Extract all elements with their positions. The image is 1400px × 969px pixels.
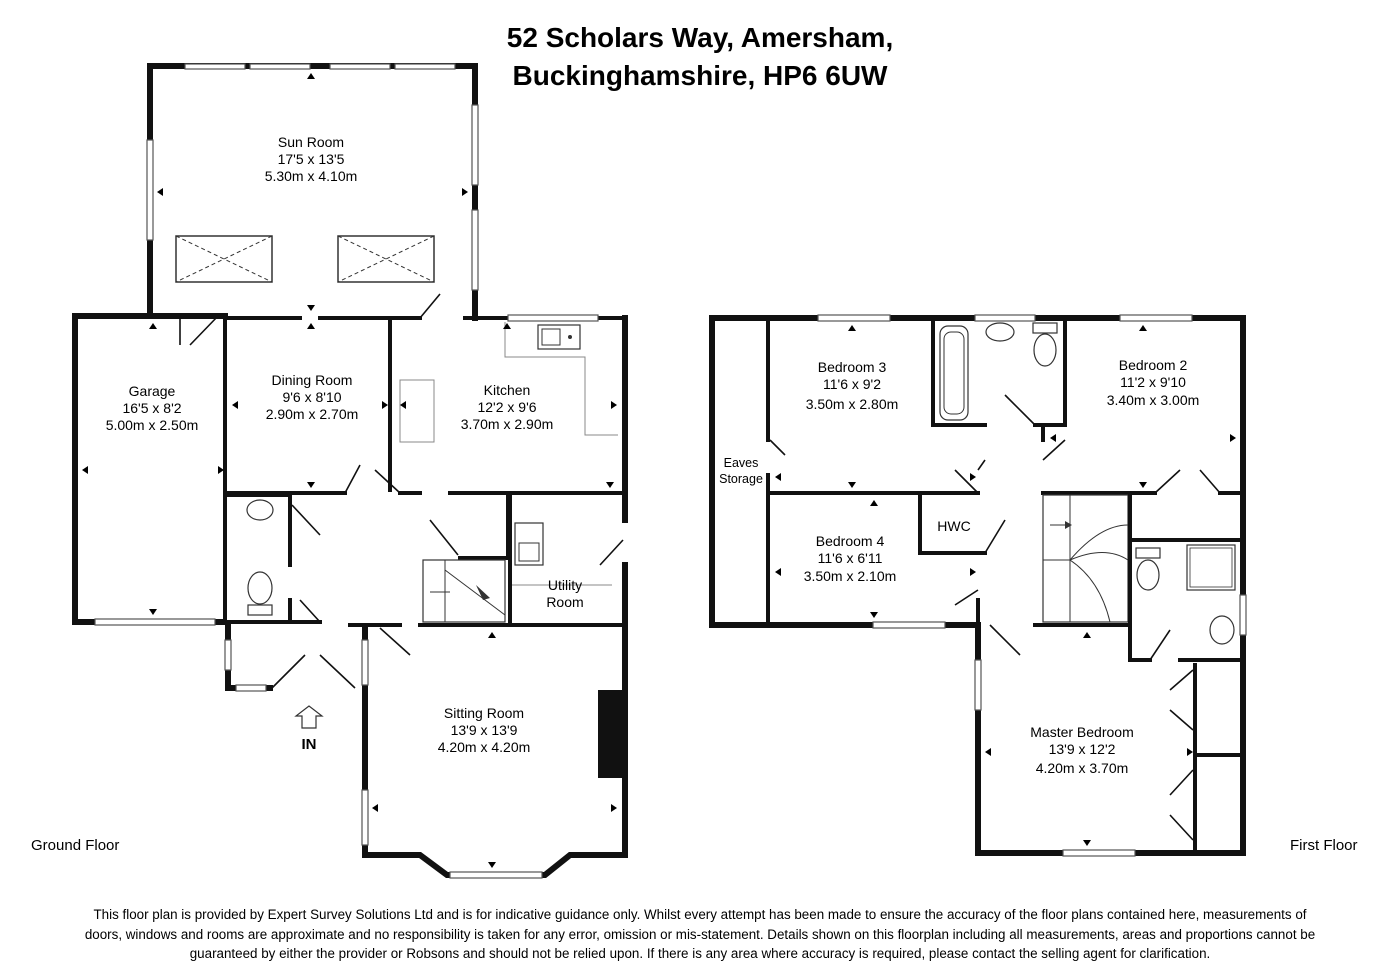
door: [430, 520, 458, 555]
property-address-line1: 52 Scholars Way, Amersham,: [506, 22, 894, 53]
room-bedroom-2: [1107, 357, 1200, 408]
wardrobe-door: [1170, 770, 1193, 840]
window: [1120, 315, 1192, 321]
property-address-line2: Buckinghamshire, HP6 6UW: [512, 60, 888, 91]
ground-floor-label: Ground Floor: [31, 837, 120, 854]
basin-icon: [247, 500, 273, 520]
room-size-imperial: 11'2 x 9'10: [1120, 374, 1186, 390]
fireplace: [598, 690, 622, 778]
window: [873, 622, 945, 628]
room-name: Sitting Room: [443, 705, 525, 721]
room-master-bedroom: [1030, 724, 1133, 776]
window: [395, 64, 455, 69]
room-garage: [106, 383, 199, 433]
shower-icon: [1187, 545, 1235, 590]
entrance-arrow-icon: [296, 706, 322, 728]
first-floor-plan: [712, 315, 1246, 856]
room-name: Bedroom 3: [817, 359, 887, 375]
room-size-metric: 4.20m x 3.70m: [1035, 760, 1129, 776]
room-kitchen: [461, 382, 554, 432]
window: [1063, 850, 1135, 856]
door: [955, 590, 978, 605]
door: [292, 505, 320, 535]
skylight: [176, 236, 272, 282]
door: [600, 540, 623, 565]
room-sitting-room: [438, 705, 531, 755]
window: [330, 64, 390, 69]
room-bedroom-4: [804, 533, 897, 584]
disclaimer-line: guaranteed by either the provider or Robsons and should not be relied upon. If there is any area where accuracy is required, please contact the selling agent for clarification.: [189, 946, 1211, 961]
room-bedroom-3: [806, 359, 899, 412]
window: [975, 315, 1035, 321]
room-size-imperial: 16'5 x 8'2: [122, 400, 182, 416]
room-size-metric: 3.40m x 3.00m: [1106, 392, 1200, 408]
front-door: [272, 655, 355, 688]
door: [420, 294, 440, 318]
room-hwc: HWC: [937, 518, 971, 534]
door: [770, 440, 785, 455]
window: [975, 660, 981, 710]
room-size-imperial: 17'5 x 13'5: [277, 151, 345, 167]
toilet-icon: [248, 572, 272, 615]
toilet-icon: [1033, 323, 1057, 366]
room-eaves-storage: [719, 456, 763, 486]
staircase: [423, 560, 505, 622]
door: [380, 628, 410, 655]
door: [1043, 440, 1065, 460]
bath-icon: [940, 326, 968, 420]
window: [362, 790, 368, 845]
room-size-metric: 3.50m x 2.80m: [805, 396, 899, 412]
wall: [460, 493, 508, 558]
door: [1155, 470, 1220, 493]
room-name: Dining Room: [271, 372, 353, 388]
toilet-icon: [1136, 548, 1160, 590]
garage-walls: [75, 316, 225, 622]
room-name-line1: Eaves: [723, 456, 759, 470]
door: [1005, 395, 1035, 425]
room-size-imperial: 9'6 x 8'10: [282, 389, 342, 405]
window: [362, 640, 368, 685]
garage-door: [95, 619, 215, 625]
window: [472, 210, 478, 290]
room-dining-room: [266, 372, 359, 422]
basin-icon: [1210, 616, 1234, 644]
room-size-metric: 2.90m x 2.70m: [265, 406, 359, 422]
room-size-imperial: 11'6 x 6'11: [817, 550, 883, 566]
door: [190, 316, 218, 345]
kitchen-sink-icon: [538, 325, 580, 349]
dimension-markers: [82, 73, 617, 868]
room-size-metric: 3.70m x 2.90m: [460, 416, 554, 432]
room-name: Garage: [128, 383, 176, 399]
entrance-label: IN: [301, 736, 317, 753]
wall: [933, 320, 985, 425]
staircase: [1043, 495, 1128, 622]
window: [472, 105, 478, 185]
sun-room-walls: [150, 66, 475, 318]
room-size-metric: 5.30m x 4.10m: [264, 168, 358, 184]
ground-floor-plan: [75, 64, 625, 878]
window: [225, 640, 231, 670]
room-utility: [546, 577, 583, 610]
first-floor-label: First Floor: [1290, 837, 1358, 854]
room-name-line2: Storage: [719, 472, 763, 486]
room-size-imperial: 12'2 x 9'6: [477, 399, 537, 415]
porch-walls: [228, 625, 270, 688]
room-name: Bedroom 4: [815, 533, 885, 549]
window: [508, 315, 598, 321]
room-name: Sun Room: [277, 134, 345, 150]
disclaimer-line: doors, windows and rooms are approximate and no responsibility is taken for any error, omission or mis-statement. Details shown on this floorplan including all measurements, areas and proportions cannot be: [84, 926, 1316, 942]
utility-sink-icon: [515, 523, 543, 565]
disclaimer: [10, 905, 1390, 964]
window: [450, 872, 542, 878]
room-size-metric: 5.00m x 2.50m: [105, 417, 199, 433]
window: [250, 64, 310, 69]
window: [1240, 595, 1246, 635]
room-name-line1: Utility: [547, 577, 583, 593]
basin-icon: [986, 323, 1014, 341]
door: [990, 625, 1020, 655]
skylight: [338, 236, 434, 282]
room-name: Master Bedroom: [1030, 724, 1134, 740]
window: [818, 315, 890, 321]
disclaimer-line: This floor plan is provided by Expert Survey Solutions Ltd and is for indicative guidance only. Whilst every attempt has been made to ensure the accuracy of the floor plans contained here, measurements of: [93, 907, 1307, 922]
room-size-metric: 3.50m x 2.10m: [803, 568, 897, 584]
door: [375, 470, 400, 493]
door: [1150, 630, 1170, 660]
door: [345, 465, 360, 493]
room-size-metric: 4.20m x 4.20m: [437, 739, 531, 755]
room-name: Kitchen: [483, 382, 531, 398]
room-name-line2: Room: [546, 594, 584, 610]
worktop: [400, 380, 434, 442]
window: [236, 685, 266, 691]
room-size-imperial: 11'6 x 9'2: [822, 376, 882, 392]
wardrobe-door: [1170, 670, 1193, 730]
room-size-imperial: 13'9 x 12'2: [1048, 741, 1116, 757]
window: [147, 140, 153, 240]
room-sun-room: [265, 134, 358, 184]
window: [185, 64, 245, 69]
room-name: Bedroom 2: [1118, 357, 1188, 373]
room-size-imperial: 13'9 x 13'9: [450, 722, 518, 738]
door: [300, 600, 320, 622]
door: [985, 520, 1005, 553]
